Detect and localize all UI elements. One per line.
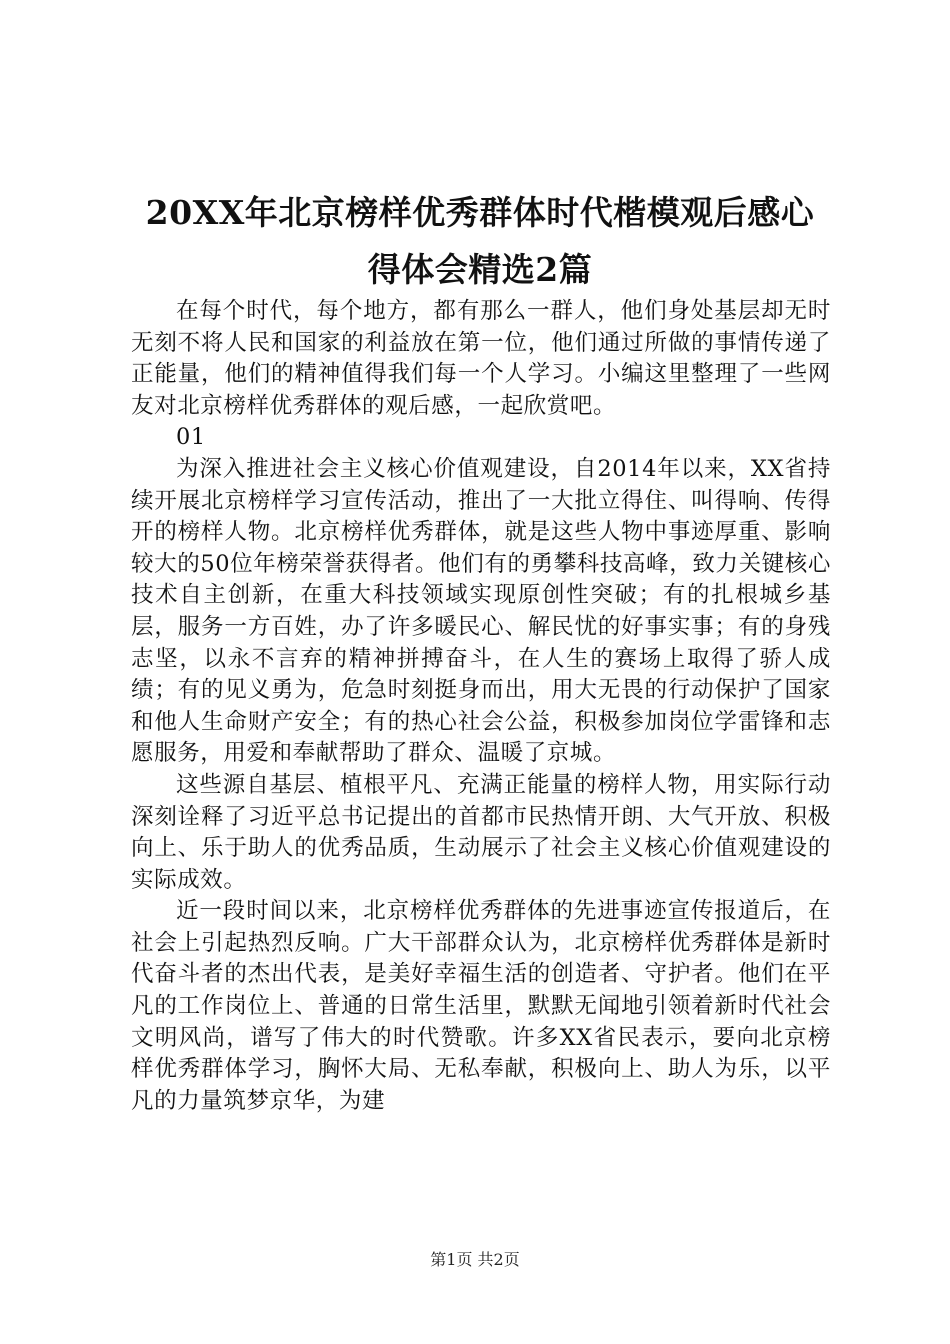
- document-title-line-1: 20XX年北京榜样优秀群体时代楷模观后感心: [145, 193, 815, 232]
- body-paragraph-3: 近一段时间以来，北京榜样优秀群体的先进事迹宣传报道后，在社会上引起热烈反响。广大干部群众认为，北京榜样优秀群体是新时代奋斗者的杰出代表，是美好幸福生活的创造者、守护者。他们在平凡的工作岗位上、普通的日常生活里，默默无闻地引领着新时代社会文明风尚，谱写了伟大的时代赞歌。许多XX省民表示，要向北京榜样优秀群体学习，胸怀大局、无私奉献，积极向上、助人为乐，以平凡的力量筑梦京华，为建: [131, 898, 831, 1114]
- document-title-line-2: 得体会精选2篇: [367, 250, 593, 289]
- body-paragraph-2: 这些源自基层、植根平凡、充满正能量的榜样人物，用实际行动深刻诠释了习近平总书记提出的首都市民热情开朗、大气开放、积极向上、乐于助人的优秀品质，生动展示了社会主义核心价值观建设的实际成效。: [131, 771, 831, 893]
- section-number: 01: [176, 424, 206, 451]
- page-footer: 第1页 共2页: [430, 1250, 520, 1269]
- intro-paragraph: 在每个时代，每个地方，都有那么一群人，他们身处基层却无时无刻不将人民和国家的利益放在第一位，他们通过所做的事情传递了正能量，他们的精神值得我们每一个人学习。小编这里整理了一些网友对北京榜样优秀群体的观后感，一起欣赏吧。: [131, 298, 831, 419]
- document-body: [131, 296, 831, 1117]
- body-paragraph-1: 为深入推进社会主义核心价值观建设，自2014年以来，XX省持续开展北京榜样学习宣传活动，推出了一大批立得住、叫得响、传得开的榜样人物。北京榜样优秀群体，就是这些人物中事迹厚重、影响较大的50位年榜荣誉获得者。他们有的勇攀科技高峰，致力关键核心技术自主创新，在重大科技领域实现原创性突破；有的扎根城乡基层，服务一方百姓，办了许多暖民心、解民忧的好事实事；有的身残志坚，以永不言弃的精神拼搏奋斗，在人生的赛场上取得了骄人成绩；有的见义勇为，危急时刻挺身而出，用大无畏的行动保护了国家和他人生命财产安全；有的热心社会公益，积极参加岗位学雷锋和志愿服务，用爱和奉献帮助了群众、温暖了京城。: [131, 455, 831, 767]
